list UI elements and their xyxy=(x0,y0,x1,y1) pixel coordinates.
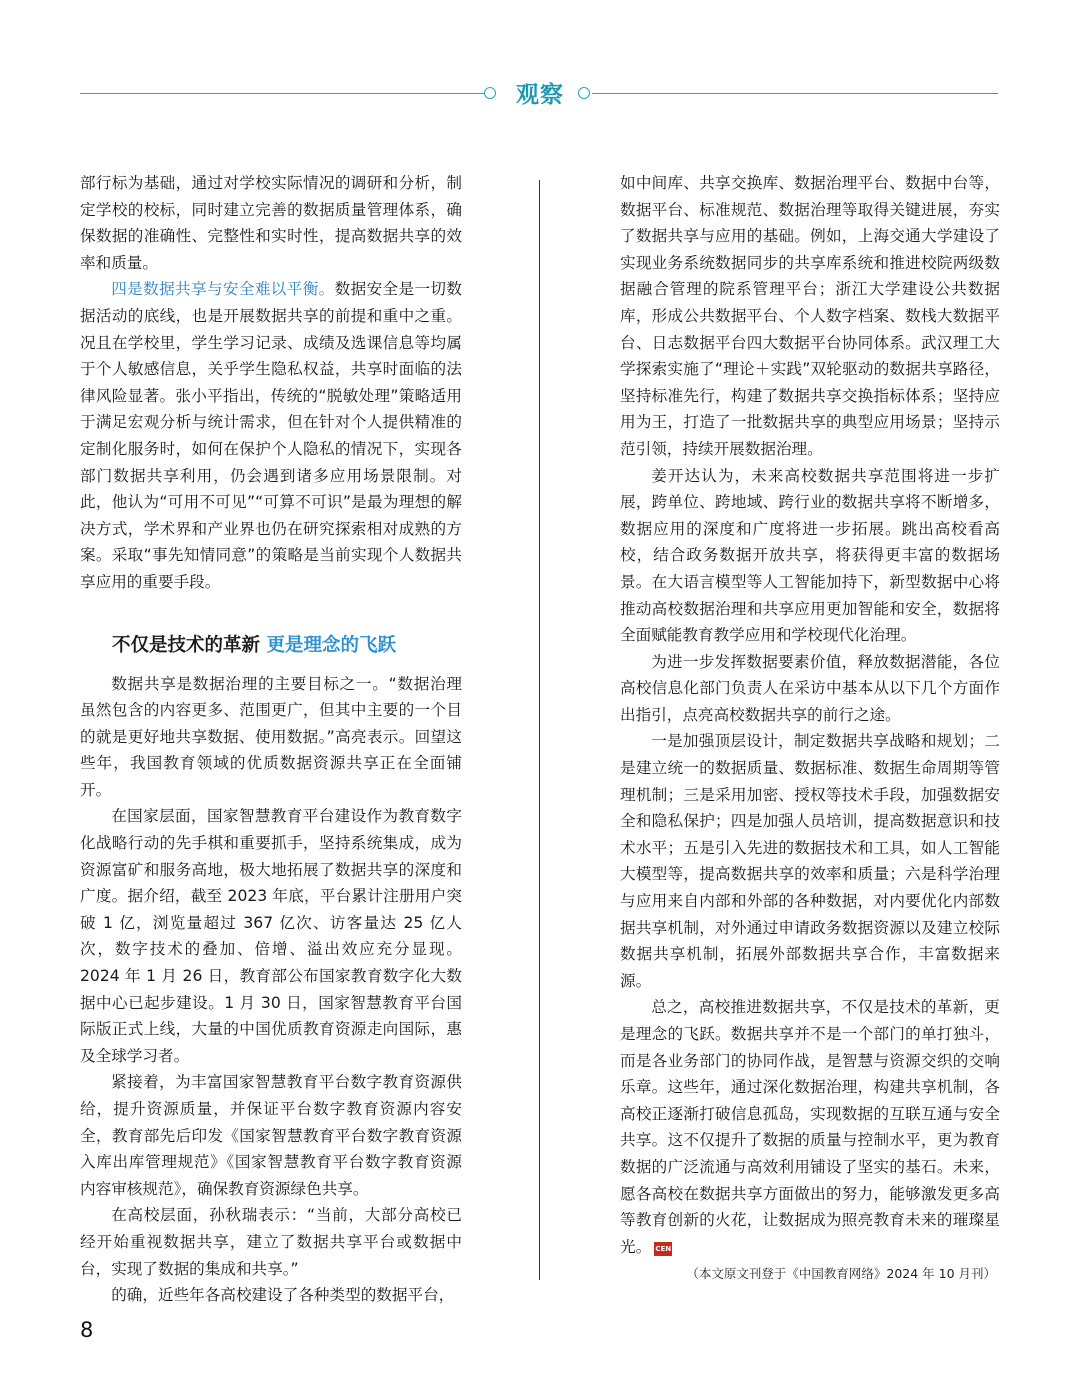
column-divider xyxy=(539,180,540,1280)
right-column xyxy=(620,170,1000,1260)
subheading-blue: 更是理念的飞跃 xyxy=(266,634,396,656)
paragraph: 在国家层面，国家智慧教育平台建设作为教育数字化战略行动的先手棋和重要抓手，坚持系统集成，成为资源富矿和服务高地，极大地拓展了数据共享的深度和广度。据介绍，截至 2023 年底，平台累计注册用户突破 1 亿，浏览量超过 367 亿次、访客量达 25 亿人次，数字技术的叠加、倍增、溢出效应充分显现。2024 年 1 月 26 日，教育部公布国家教育数字化大数据中心已起步建设。1 月 30 日，国家智慧教育平台国际版正式上线，大量的中国优质教育资源走向国际，惠及全球学习者。 xyxy=(80,807,462,1065)
source-note: （本文原文刊登于《中国教育网络》2024 年 10 月刊） xyxy=(686,1266,996,1281)
paragraph: 为进一步发挥数据要素价值，释放数据潜能，各位高校信息化部门负责人在采访中基本从以下几个方面作出指引，点亮高校数据共享的前行之途。 xyxy=(620,652,1000,724)
header-rule-right xyxy=(592,93,998,94)
paragraph: 在高校层面，孙秋瑞表示：“当前，大部分高校已经开始重视数据共享，建立了数据共享平台或数据中台，实现了数据的集成和共享。” xyxy=(80,1206,462,1278)
subheading xyxy=(80,633,462,659)
paragraph xyxy=(620,994,1000,1260)
paragraph-body: 数据安全是一切数据活动的底线，也是开展数据共享的前提和重中之重。况且在学校里，学生学习记录、成绩及选课信息等均属于个人敏感信息，关乎学生隐私权益，共享时面临的法律风险显著。张小平指出，传统的“脱敏处理”策略适用于满足宏观分析与统计需求，但在针对个人提供精准的定制化服务时，如何在保护个人隐私的情况下，实现各部门数据共享利用，仍会遇到诸多应用场景限制。对此，他认为“可用不可见”“可算不可识”是最为理想的解决方式，学术界和产业界也仍在研究探索相对成熟的方案。采取“事先知情同意”的策略是当前实现个人数据共享应用的重要手段。 xyxy=(80,280,462,591)
paragraph: 一是加强顶层设计，制定数据共享战略和规划；二是建立统一的数据质量、数据标准、数据生命周期等管理机制；三是采用加密、授权等技术手段，加强数据安全和隐私保护；四是加强人员培训，提高数据意识和技术水平；五是引入先进的数据技术和工具，如人工智能大模型等，提高数据共享的效率和质量；六是科学治理与应用来自内部和外部的各种数据，对内要优化内部数据共享机制，对外通过申请政务数据资源以及建立校际数据共享机制，拓展外部数据共享合作，丰富数据来源。 xyxy=(620,732,1000,990)
page-number: 8 xyxy=(80,1318,94,1342)
paragraph: 紧接着，为丰富国家智慧教育平台数字教育资源供给，提升资源质量，并保证平台数字教育资源内容安全，教育部先后印发《国家智慧教育平台数字教育资源入库出库管理规范》《国家智慧教育平台数字教育资源内容审核规范》，确保教育资源绿色共享。 xyxy=(80,1073,462,1198)
paragraph-body: 总之，高校推进数据共享，不仅是技术的革新，更是理念的飞跃。数据共享并不是一个部门的单打独斗，而是各业务部门的协同作战，是智慧与资源交织的交响乐章。这些年，通过深化数据治理，构建共享机制，各高校正逐渐打破信息孤岛，实现数据的互联互通与安全共享。这不仅提升了数据的质量与控制水平，更为教育数据的广泛流通与高效利用铺设了坚实的基石。未来，愿各高校在数据共享方面做出的努力，能够激发更多高等教育创新的火花，让数据成为照亮教育未来的璀璨星光。 xyxy=(620,998,1000,1256)
paragraph-lead: 四是数据共享与安全难以平衡。 xyxy=(111,280,335,299)
paragraph: 的确，近些年各高校建设了各种类型的数据平台， xyxy=(111,1286,455,1305)
left-column xyxy=(80,170,462,1309)
header-circle-left xyxy=(484,87,496,99)
subheading-black: 不仅是技术的革新 xyxy=(112,634,261,656)
page-header xyxy=(0,70,1080,118)
paragraph: 姜开达认为，未来高校数据共享范围将进一步扩展，跨单位、跨地域、跨行业的数据共享将不断增多，数据应用的深度和广度将进一步拓展。跳出高校看高校，结合政务数据开放共享，将获得更丰富的数据场景。在大语言模型等人工智能加持下，新型数据中心将推动高校数据治理和共享应用更加智能和安全，数据将全面赋能教育教学应用和学校现代化治理。 xyxy=(620,466,1000,645)
header-circle-right xyxy=(578,87,590,99)
paragraph: 如中间库、共享交换库、数据治理平台、数据中台等，数据平台、标准规范、数据治理等取得关键进展，夯实了数据共享与应用的基础。例如，上海交通大学建设了实现业务系统数据同步的共享库系统和推进校院两级数据融合管理的院系管理平台；浙江大学建设公共数据库，形成公共数据平台、个人数字档案、数栈大数据平台、日志数据平台四大数据平台协同体系。武汉理工大学探索实施了“理论＋实践”双轮驱动的数据共享路径，坚持标准先行，构建了数据共享交换指标体系；坚持应用为王，打造了一批数据共享的典型应用场景；坚持示范引领，持续开展数据治理。 xyxy=(620,174,1000,458)
paragraph: 部行标为基础，通过对学校实际情况的调研和分析，制定学校的校标，同时建立完善的数据质量管理体系，确保数据的准确性、完整性和实时性，提高数据共享的效率和质量。 xyxy=(80,174,462,272)
header-rule-left xyxy=(80,93,484,94)
paragraph: 数据共享是数据治理的主要目标之一。“数据治理虽然包含的内容更多、范围更广，但其中主要的一个目的就是更好地共享数据、使用数据。”高亮表示。回望这些年，我国教育领域的优质数据资源共享正在全面铺开。 xyxy=(80,674,462,799)
cen-logo-icon: CEN xyxy=(654,1242,672,1256)
section-title: 观察 xyxy=(516,82,564,108)
paragraph xyxy=(80,276,462,595)
